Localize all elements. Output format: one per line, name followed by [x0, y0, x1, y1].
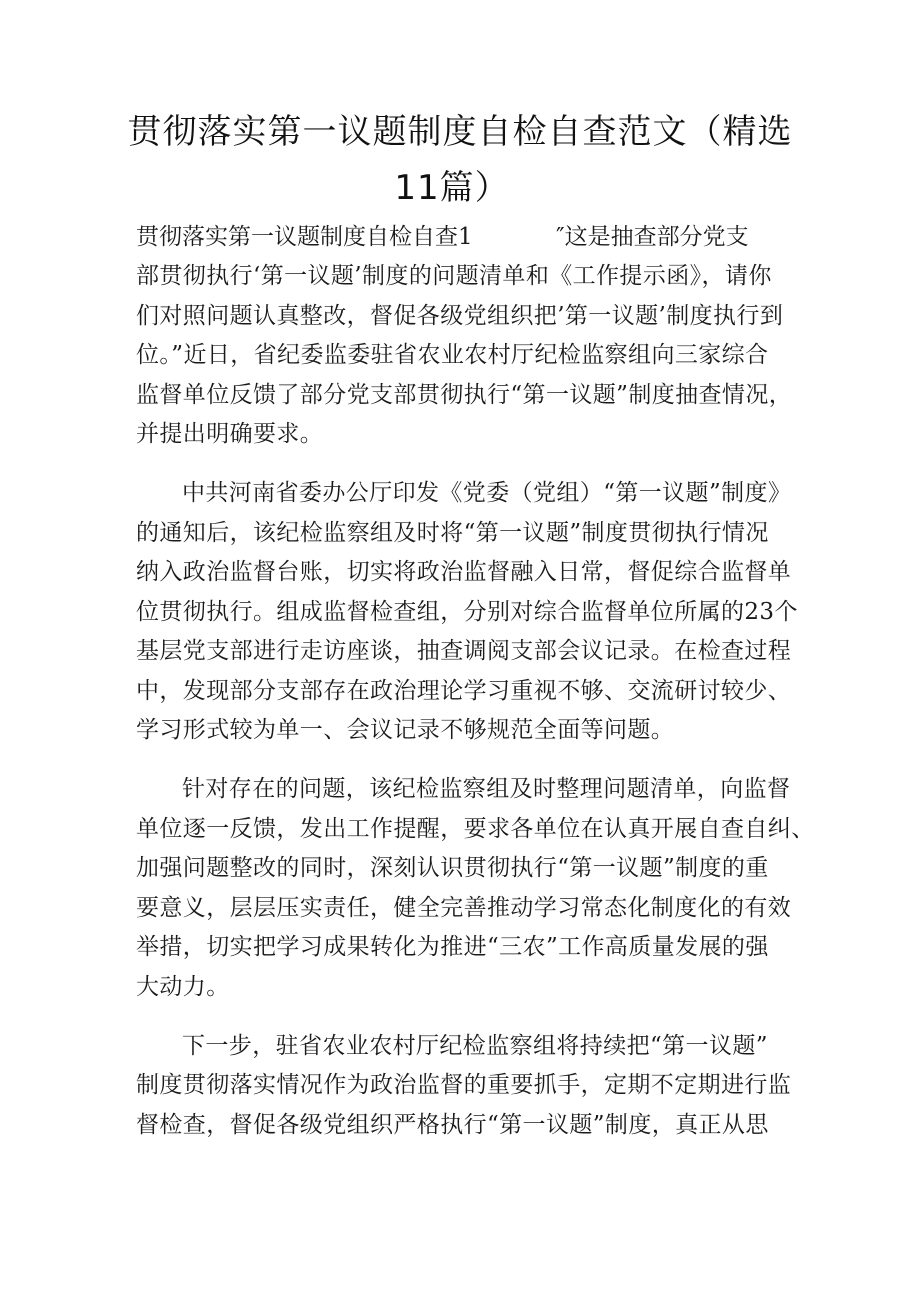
paragraph-1-line-3: 们对照问题认真整改，督促各级党组织把’第一议题’制度执行到 [136, 303, 784, 329]
paragraph-2-line-6: 中，发现部分支部存在政治理论学习重视不够、交流研讨较少、 [136, 678, 792, 704]
paragraph-2-line-2: 的通知后，该纪检监察组及时将“第一议题”制度贯彻执行情况 [136, 520, 769, 546]
paragraph-3-line-6: 大动力。 [136, 974, 230, 1000]
paragraph-1-line-6: 并提出明确要求。 [136, 421, 324, 447]
paragraph-1-line-5: 监督单位反馈了部分党支部贯彻执行“第一议题”制度抽查情况， [136, 382, 793, 408]
paragraph-3-line-5: 举措，切实把学习成果转化为推进“三农”工作高质量发展的强 [136, 934, 769, 960]
paragraph-3-line-3: 加强问题整改的同时，深刻认识贯彻执行“第一议题”制度的重 [136, 855, 769, 881]
paragraph-2-line-5: 基层党支部进行走访座谈，抽查调阅支部会议记录。在检查过程 [136, 638, 792, 664]
paragraph-3-line-4: 要意义，层层压实责任，健全完善推动学习常态化制度化的有效 [136, 895, 792, 921]
paragraph-2-line-1: 中共河南省委办公厅印发《党委（党组）“第一议题”制度》 [182, 480, 792, 506]
paragraph-4-line-1: 下一步，驻省农业农村厅纪检监察组将持续把“第一议题” [182, 1033, 768, 1059]
section-heading: 贯彻落实第一议题制度自检自查1 [136, 224, 473, 250]
paragraph-1-line-2: 部贯彻执行‘第一议题’制度的问题清单和《工作提示函》，请你 [136, 263, 772, 289]
paragraph-3-line-1: 针对存在的问题，该纪检监察组及时整理问题清单，向监督 [182, 776, 791, 802]
paragraph-3-line-2: 单位逐一反馈，发出工作提醒，要求各单位在认真开展自查自纠、 [136, 816, 815, 842]
paragraph-1-line-4: 位。”近日，省纪委监委驻省农业农村厅纪检监察组向三家综合 [136, 342, 769, 368]
document-title-line-2: 11篇） [394, 168, 510, 208]
paragraph-4-line-3: 督检查，督促各级党组织严格执行“第一议题”制度，真正从思 [136, 1112, 769, 1138]
paragraph-1-first-line [136, 218, 749, 256]
document-title-line-1: 贯彻落实第一议题制度自检自查范文（精选 [127, 112, 793, 152]
paragraph-2-line-3: 纳入政治监督台账，切实将政治监督融入日常，督促综合监督单 [136, 559, 792, 585]
paragraph-2-line-7: 学习形式较为单一、会议记录不够规范全面等问题。 [136, 717, 675, 743]
paragraph-2-line-4: 位贯彻执行。组成监督检查组，分别对综合监督单位所属的23个 [136, 599, 798, 625]
paragraph-4-line-2: 制度贯彻落实情况作为政治监督的重要抓手，定期不定期进行监 [136, 1072, 792, 1098]
paragraph-1-line-1: ″这是抽查部分党支 [556, 224, 749, 250]
